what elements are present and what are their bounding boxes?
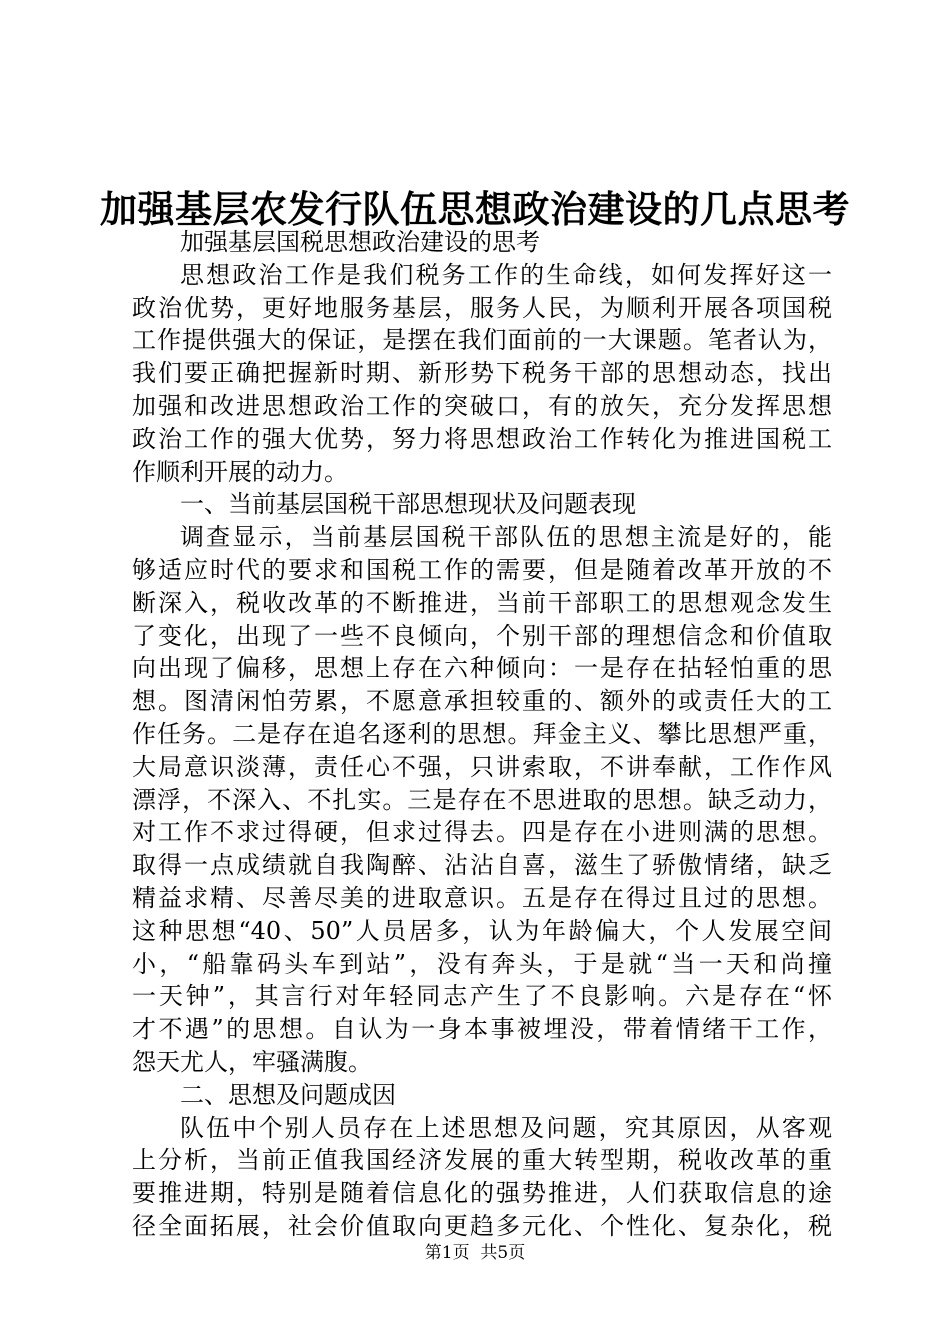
text-line: 政治工作的强大优势，努力将思想政治工作转化为推进国税工: [132, 424, 832, 453]
document-title: 加强基层农发行队伍思想政治建设的几点思考: [100, 187, 850, 231]
text-line: 精益求精、尽善尽美的进取意识。五是存在得过且过的思想。: [132, 883, 832, 912]
text-line: 调查显示，当前基层国税干部队伍的思想主流是好的，能: [180, 523, 832, 552]
text-line: 够适应时代的要求和国税工作的需要，但是随着改革开放的不: [132, 555, 832, 584]
text-line: 径全面拓展，社会价值取向更趋多元化、个性化、复杂化，税: [132, 1211, 832, 1240]
text-line: 对工作不求过得硬，但求过得去。四是存在小进则满的思想。: [132, 818, 832, 847]
page-footer: 第1页 共5页: [424, 1243, 526, 1263]
text-line: 了变化，出现了一些不良倾向，个别干部的理想信念和价值取: [132, 621, 832, 650]
text-line: 要推进期，特别是随着信息化的强势推进，人们获取信息的途: [132, 1179, 832, 1208]
text-line: 小，“船靠码头车到站”，没有奔头，于是就“当一天和尚撞: [132, 949, 832, 978]
text-line: 加强基层国税思想政治建设的思考: [180, 228, 540, 256]
text-line: 上分析，当前正值我国经济发展的重大转型期，税收改革的重: [132, 1146, 832, 1175]
text-line: 工作提供强大的保证，是摆在我们面前的一大课题。笔者认为，: [132, 326, 832, 355]
document-body: [132, 226, 832, 1243]
text-line: 作任务。二是存在追名逐利的思想。拜金主义、攀比思想严重，: [132, 719, 832, 748]
text-line: 队伍中个别人员存在上述思想及问题，究其原因，从客观: [180, 1113, 832, 1142]
text-line: 我们要正确把握新时期、新形势下税务干部的思想动态，找出: [132, 359, 832, 388]
text-line: 取得一点成绩就自我陶醉、沾沾自喜，滋生了骄傲情绪，缺乏: [132, 851, 832, 880]
text-line: 思想政治工作是我们税务工作的生命线，如何发挥好这一: [180, 260, 832, 289]
text-line: 加强和改进思想政治工作的突破口，有的放矢，充分发挥思想: [132, 391, 832, 420]
text-line: 漂浮，不深入、不扎实。三是存在不思进取的思想。缺乏动力，: [132, 785, 832, 814]
text-line: 断深入，税收改革的不断推进，当前干部职工的思想观念发生: [132, 588, 832, 617]
text-line: 政治优势，更好地服务基层，服务人民，为顺利开展各项国税: [132, 293, 832, 322]
text-line: 二、思想及问题成因: [180, 1080, 396, 1109]
text-line: 大局意识淡薄，责任心不强，只讲索取，不讲奉献，工作作风: [132, 752, 832, 781]
text-line: 作顺利开展的动力。: [132, 457, 348, 486]
text-line: 一天钟”，其言行对年轻同志产生了不良影响。六是存在“怀: [132, 982, 832, 1011]
text-line: 才不遇”的思想。自认为一身本事被埋没，带着情绪干工作，: [132, 1015, 832, 1044]
text-line: 怨天尤人，牢骚满腹。: [132, 1047, 372, 1076]
text-line: 想。图清闲怕劳累，不愿意承担较重的、额外的或责任大的工: [132, 687, 832, 716]
text-line: 向出现了偏移，思想上存在六种倾向：一是存在拈轻怕重的思: [132, 654, 832, 683]
text-line: 一、当前基层国税干部思想现状及问题表现: [180, 490, 636, 519]
text-line: 这种思想“40、50”人员居多，认为年龄偏大，个人发展空间: [132, 916, 832, 945]
